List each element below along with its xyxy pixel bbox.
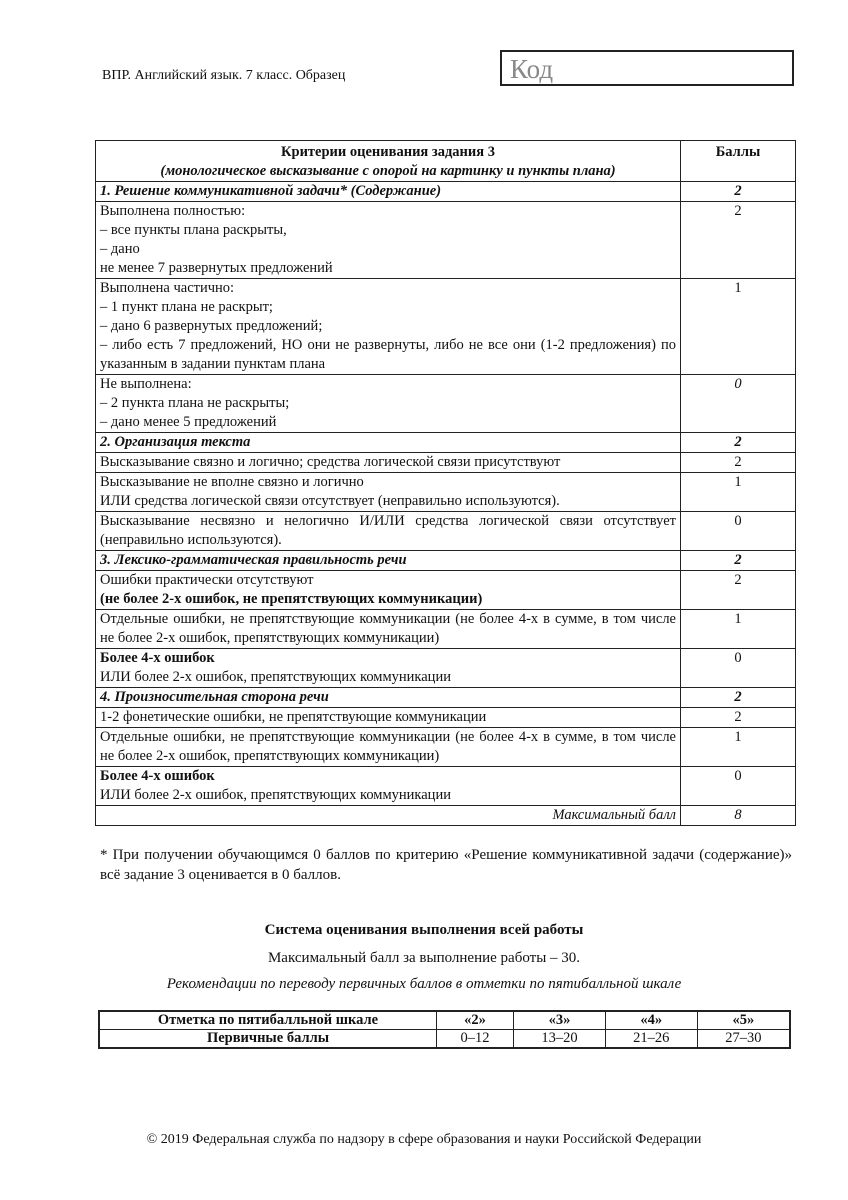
criteria-line: – дано менее 5 предложений [100, 414, 277, 430]
section-max: 2 [681, 551, 796, 571]
criteria-row [96, 649, 796, 688]
criteria-row [96, 610, 796, 649]
criteria-line: 1-2 фонетические ошибки, не препятствующие коммуникации [100, 709, 487, 725]
points-cell: 13–20 [514, 1030, 606, 1049]
criteria-row [96, 375, 796, 433]
criteria-line: – либо есть 7 предложений, НО они не развернуты, либо не все они (1-2 предложения) по указанным в задании пунктам плана [100, 337, 676, 372]
criteria-line: – 2 пункта плана не раскрыты; [100, 395, 290, 411]
criteria-row [96, 453, 796, 473]
criteria-score: 1 [681, 728, 796, 767]
system-max-score: Максимальный балл за выполнение работы – 30. [267, 950, 581, 966]
criteria-row [96, 279, 796, 375]
grade-row [99, 1011, 790, 1030]
copyright: © 2019 Федеральная служба по надзору в сфере образования и науки Российской Федерации [146, 1132, 702, 1147]
criteria-line: ИЛИ средства логической связи отсутствует (неправильно используются). [100, 493, 560, 509]
section-title: 2. Организация текста [96, 433, 681, 453]
criteria-line: – все пункты плана раскрыты, [100, 222, 287, 238]
max-score-label: Максимальный балл [96, 806, 681, 826]
grade-table [98, 1010, 791, 1049]
section-title: 3. Лексико-грамматическая правильность речи [96, 551, 681, 571]
criteria-score: 0 [681, 649, 796, 688]
score-header: Баллы [681, 141, 796, 182]
document-header-title: ВПР. Английский язык. 7 класс. Образец [102, 68, 346, 83]
points-row [99, 1030, 790, 1049]
section-row [96, 182, 796, 202]
criteria-score: 1 [681, 473, 796, 512]
criteria-line: Ошибки практически отсутствуют [100, 572, 314, 588]
criteria-score: 2 [681, 708, 796, 728]
section-max: 2 [681, 433, 796, 453]
criteria-header-row [96, 141, 796, 182]
points-cell: 21–26 [605, 1030, 697, 1049]
criteria-score: 0 [681, 512, 796, 551]
section-max: 2 [681, 182, 796, 202]
criteria-score: 2 [681, 202, 796, 279]
system-recommendation: Рекомендации по переводу первичных баллов в отметки по пятибалльной шкале [166, 976, 682, 992]
criteria-title: Критерии оценивания задания 3 [281, 144, 495, 160]
criteria-table [95, 140, 796, 826]
criteria-score: 1 [681, 279, 796, 375]
points-cell: 27–30 [697, 1030, 790, 1049]
criteria-line: (не более 2-х ошибок, не препятствующих коммуникации) [100, 591, 483, 607]
section-max: 2 [681, 688, 796, 708]
criteria-header-cell [96, 141, 681, 182]
criteria-score: 0 [681, 767, 796, 806]
criteria-row [96, 728, 796, 767]
section-row [96, 433, 796, 453]
grade-cell: «5» [697, 1011, 790, 1030]
section-row [96, 688, 796, 708]
criteria-row [96, 708, 796, 728]
criteria-line: не менее 7 развернутых предложений [100, 260, 333, 276]
criteria-line: ИЛИ более 2-х ошибок, препятствующих коммуникации [100, 787, 451, 803]
criteria-row [96, 571, 796, 610]
code-field[interactable] [500, 50, 794, 86]
criteria-score: 2 [681, 453, 796, 473]
criteria-score: 2 [681, 571, 796, 610]
criteria-line: – дано 6 развернутых предложений; [100, 318, 323, 334]
section-row [96, 551, 796, 571]
criteria-score: 1 [681, 610, 796, 649]
points-cell: 0–12 [437, 1030, 514, 1049]
max-score-value: 8 [681, 806, 796, 826]
criteria-line: Отдельные ошибки, не препятствующие коммуникации (не более 4-х в сумме, в том числе не более 2-х ошибок, препятствующих коммуникации) [100, 611, 676, 646]
criteria-row [96, 512, 796, 551]
criteria-line: Более 4-х ошибок [100, 650, 215, 666]
grade-cell: «2» [437, 1011, 514, 1030]
criteria-line: – дано [100, 241, 140, 257]
criteria-line: Высказывание не вполне связно и логично [100, 474, 364, 490]
grade-cell: «4» [605, 1011, 697, 1030]
section-title: 4. Произносительная сторона речи [96, 688, 681, 708]
criteria-row [96, 202, 796, 279]
criteria-line: Не выполнена: [100, 376, 192, 392]
criteria-row [96, 473, 796, 512]
criteria-row [96, 767, 796, 806]
criteria-line: Выполнена частично: [100, 280, 235, 296]
code-label: Код [510, 54, 554, 84]
criteria-subtitle: (монологическое высказывание с опорой на картинку и пункты плана) [160, 163, 616, 179]
criteria-line: Высказывание несвязно и нелогично И/ИЛИ средства логической связи отсутствует (неправильно используются). [100, 513, 676, 548]
criteria-line: Высказывание связно и логично; средства логической связи присутствуют [100, 454, 561, 470]
criteria-line: – 1 пункт плана не раскрыт; [100, 299, 273, 315]
criteria-line: ИЛИ более 2-х ошибок, препятствующих коммуникации [100, 669, 451, 685]
footnote: * При получении обучающимся 0 баллов по критерию «Решение коммуникативной задачи (содержание)» всё задание 3 оценивается в 0 баллов. [100, 847, 792, 883]
criteria-line: Более 4-х ошибок [100, 768, 215, 784]
max-score-row [96, 806, 796, 826]
grade-row-label: Отметка по пятибалльной шкале [99, 1011, 437, 1030]
system-title: Система оценивания выполнения всей работы [264, 922, 584, 938]
section-title: 1. Решение коммуникативной задачи* (Содержание) [96, 182, 681, 202]
criteria-score: 0 [681, 375, 796, 433]
criteria-line: Отдельные ошибки, не препятствующие коммуникации (не более 4-х в сумме, в том числе не более 2-х ошибок, препятствующих коммуникации) [100, 729, 676, 764]
grade-cell: «3» [514, 1011, 606, 1030]
criteria-line: Выполнена полностью: [100, 203, 246, 219]
points-row-label: Первичные баллы [99, 1030, 437, 1049]
